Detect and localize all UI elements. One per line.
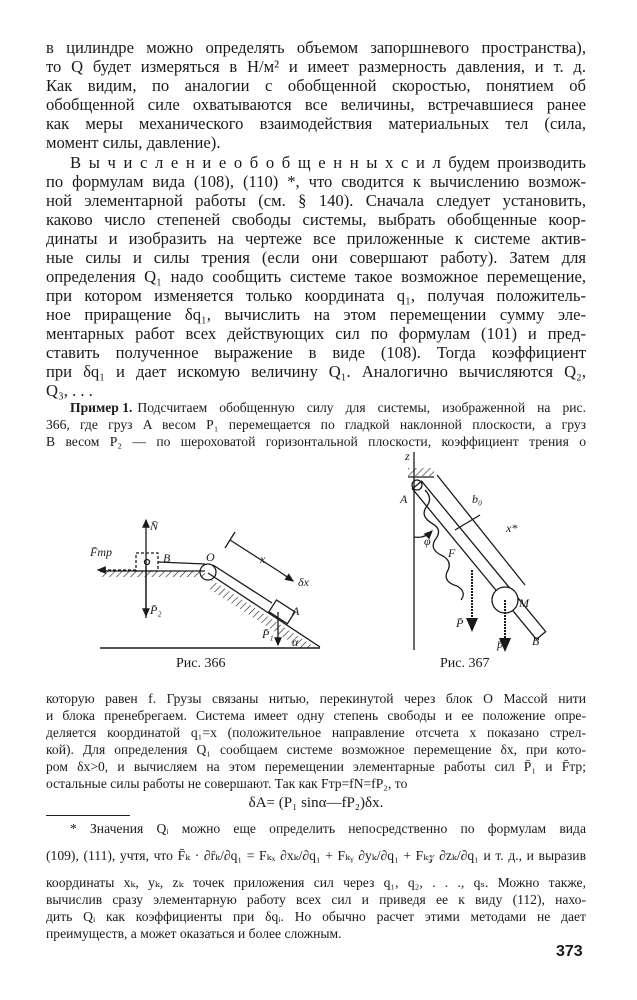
text-line: ное приращение δq₁, вычислить на этом перемещении сумму эле- <box>46 305 586 324</box>
text-line: дить Qᵢ как коэффициенты при δqᵢ. Но обычно расчет этими методами не дает <box>46 909 586 924</box>
figure-366-caption: Рис. 366 <box>176 656 226 671</box>
text-line: то Q будет измеряться в Н/м² и имеет размерность давления, и т. д. <box>46 57 586 76</box>
text-line: при котором изменяется только координата q₁, получая положитель- <box>46 286 586 305</box>
block-b <box>136 553 158 571</box>
text-line: ром δx>0, и вычисляем на этом перемещении элементарные работы сил P̄₁ и F̄тр; <box>46 759 586 774</box>
dx-arrow <box>280 572 293 581</box>
label-dx: δx <box>298 575 309 589</box>
figure-367-labels <box>399 449 540 651</box>
text-line: ставить полученное выражение в виде (108). Тогда коэффициент <box>46 343 586 362</box>
ground-hatch <box>100 571 205 577</box>
label-phi: φ <box>424 534 431 548</box>
text-line: * Значения Qᵢ можно еще определить непосредственно по формулам вида <box>70 821 586 836</box>
thread-incline <box>213 565 272 603</box>
text-line: 366, где груз A весом P₁ перемещается по гладкой наклонной плоскости, а груз <box>46 417 586 432</box>
text-line: каково число степеней свободы системы, выбрать обобщенные коор- <box>46 210 586 229</box>
page-number: 373 <box>556 943 583 960</box>
figure-366 <box>98 520 320 648</box>
label-o: O <box>206 550 215 564</box>
label-m: M <box>519 596 529 610</box>
formula: δA= (P₁ sinα—fP₂)δx. <box>248 795 384 811</box>
text-line: момент силы, давление). <box>46 133 221 152</box>
label-z: z <box>405 449 410 463</box>
label-ftr: F̄тр <box>90 545 112 559</box>
label-p1: P̄₁ <box>262 627 274 641</box>
x-dimension-line <box>230 540 280 572</box>
label-b: B <box>163 551 171 565</box>
x-dimension-tick <box>225 532 235 548</box>
text-line: которую равен f. Грузы связаны нитью, перекинутой через блок O Массой нити <box>46 691 586 706</box>
footnote-rule <box>46 815 130 816</box>
text-line: преимуществ, а может оказаться и более сложным. <box>46 926 342 941</box>
text-line: по формулам вида (108), (110) *, что сводится к вычислению возмож- <box>46 172 586 191</box>
figure-367 <box>408 452 546 650</box>
label-b: B <box>532 634 540 648</box>
text-line: остальные силы работы не совершают. Так как Fтр=fN=fP₂, то <box>46 776 408 791</box>
text-line: Q₃, . . . <box>46 381 93 400</box>
label-x: x* <box>506 521 518 535</box>
text-line: B весом P₂ — по шероховатой горизонтальной плоскости, коэффициент трения о <box>46 434 586 449</box>
text-line: ной элементарной работы (см. § 140). Сначала следует установить, <box>46 191 586 210</box>
support-hatch <box>408 468 434 476</box>
label-x: x <box>260 552 266 566</box>
text-line: Как видим, по аналогии с обобщенной скоростью, понятием об <box>46 76 586 95</box>
text-line: при δq₁ и дает искомую величину Q₁. Аналогично вычисляются Q₂, <box>46 362 586 381</box>
text-line: кой). Для определения Q₁ сообщаем системе возможное перемещение δx, при кото- <box>46 742 586 757</box>
label-a: A <box>400 492 408 506</box>
label-a: A <box>292 604 300 618</box>
text-line: ные силы и силы трения (если они совершают работу). Затем для <box>46 248 586 267</box>
text-line: Подсчитаем обобщенную силу для системы, изображенной на рис. <box>137 400 586 415</box>
figure-367-caption: Рис. 367 <box>440 656 490 671</box>
text-line: вычислив сразу элементарную работу всех сил и приведя ее к виду (112), нахо- <box>46 892 586 907</box>
label-p2: P̄₂ <box>150 603 162 617</box>
text-line: обобщенной силе охватываются все величины, встречавшиеся ранее <box>46 95 586 114</box>
label-n: N̄ <box>150 519 159 533</box>
label-b0: b₀ <box>472 492 483 506</box>
label-alpha: α <box>292 635 299 649</box>
text-line: в цилиндре можно определять объемом запоршневого пространства), <box>46 38 586 57</box>
text-line: ментарных работ всех действующих сил по формулам (101) и пред- <box>46 324 586 343</box>
text-line: В ы ч и с л е н и е о б о б щ е н н ы х с и л будем производить <box>70 153 586 172</box>
example-label: Пример 1. <box>70 400 133 415</box>
text-line: и блока пренебрегаем. Система имеет одну степень свободы и ее положение опре- <box>46 708 586 723</box>
text-line: динаты и изобразить на чертеже все приложенные к системе актив- <box>46 229 586 248</box>
block-b-center <box>145 560 150 565</box>
label-p: P̄ <box>456 616 464 630</box>
text-line: как меры механического взаимодействия материальных тел (сила, <box>46 114 586 133</box>
dimension-tick <box>455 515 480 530</box>
label-f: F <box>448 546 456 560</box>
footnote-formula-line: (109), (111), учтя, что F̄ₖ · ∂r̄ₖ/∂q₁ = Fₖₓ ∂xₖ/∂q₁ + Fₖᵧ ∂yₖ/∂q₁ + Fₖ𝓏 ∂zₖ/∂q₁ и т. д., и выразив <box>46 848 586 863</box>
text-line: координаты xₖ, yₖ, zₖ точек приложения сил через q₁, q₂, . . ., qₛ. Можно также, <box>46 875 586 890</box>
text-line: деляется координатой q₁=x (положительное направление отсчета x показано стрел- <box>46 725 586 740</box>
label-p-small: p̄ <box>497 637 503 651</box>
text-line: определения Q₁ надо сообщить системе такое возможное перемещение, <box>46 267 586 286</box>
